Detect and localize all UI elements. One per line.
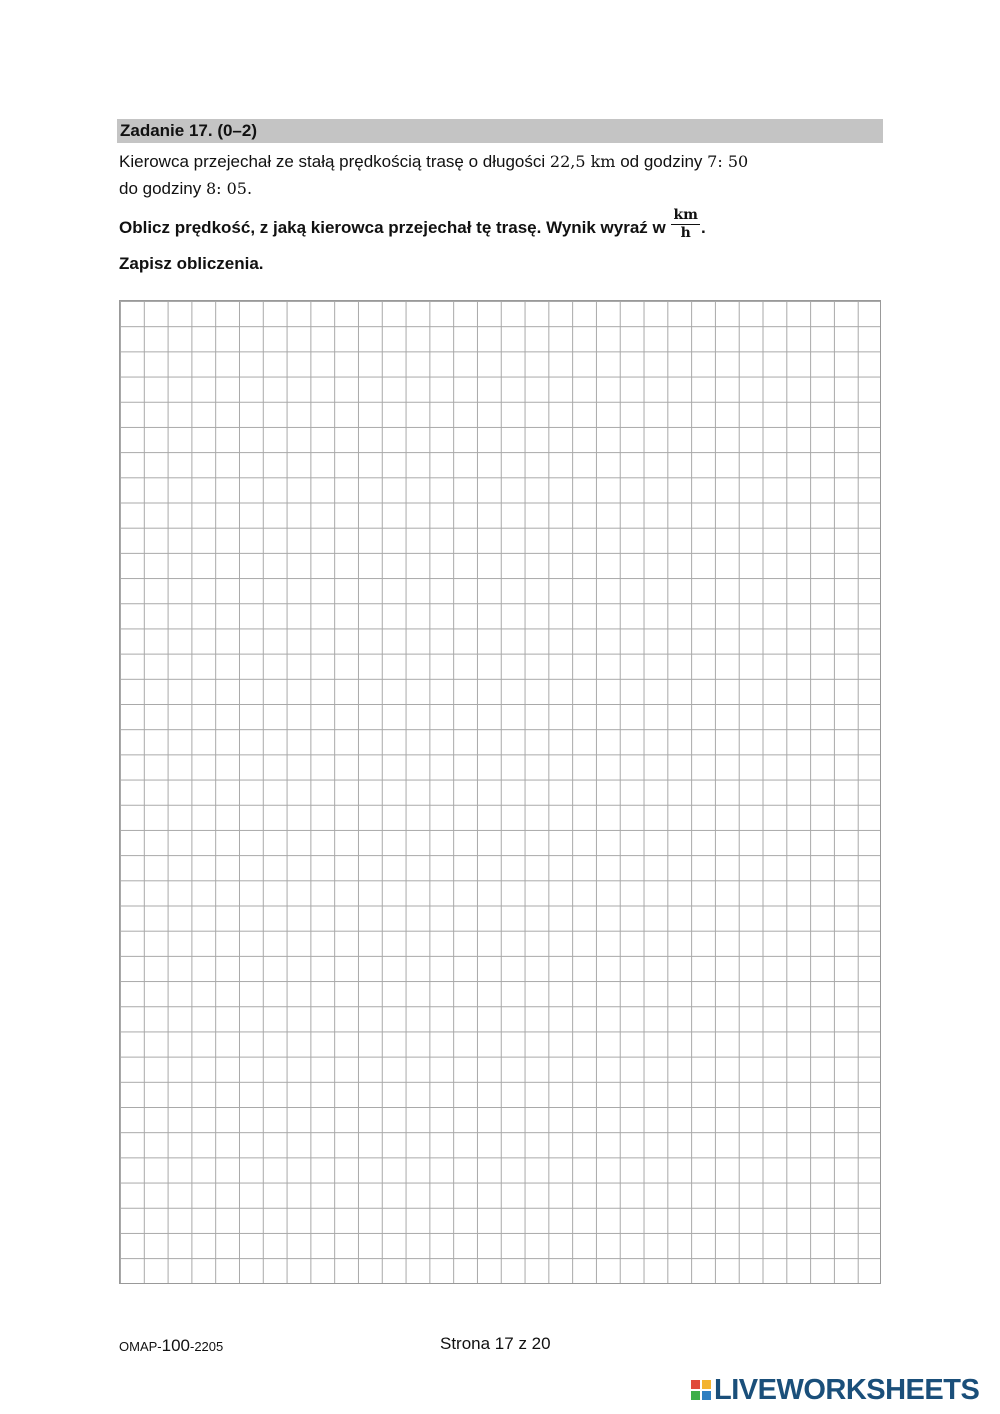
task-text-end: . bbox=[246, 179, 253, 198]
instruction bbox=[119, 207, 879, 245]
task-text-part2: od godziny bbox=[615, 152, 708, 171]
instruction-calculations: Zapisz obliczenia. bbox=[119, 254, 264, 273]
answer-grid[interactable] bbox=[119, 300, 881, 1284]
exam-code-middle: 100 bbox=[161, 1336, 190, 1355]
unit-numerator: km bbox=[673, 207, 698, 223]
unit-fraction bbox=[671, 208, 700, 241]
task-text-part1: Kierowca przejechał ze stałą prędkością trasę o długości bbox=[119, 152, 550, 171]
liveworksheets-logo bbox=[691, 1374, 979, 1406]
time-end-value: 8: 05 bbox=[205, 179, 247, 198]
exam-code-prefix: OMAP- bbox=[119, 1339, 162, 1354]
time-start-value: 7: 50 bbox=[707, 152, 749, 171]
logo-square-3 bbox=[691, 1391, 700, 1400]
exam-code-suffix: -2205 bbox=[190, 1339, 224, 1354]
instruction-text: Oblicz prędkość, z jaką kierowca przejechał tę trasę. Wynik wyraź w bbox=[119, 217, 671, 237]
distance-value: 22,5 km bbox=[549, 152, 616, 171]
exam-code bbox=[119, 1336, 223, 1356]
unit-denominator: h bbox=[680, 225, 691, 241]
logo-square-4 bbox=[702, 1391, 711, 1400]
liveworksheets-logo-icon bbox=[691, 1380, 711, 1400]
page-number: Strona 17 z 20 bbox=[440, 1334, 551, 1353]
task-text bbox=[119, 148, 879, 202]
task-text-part3: do godziny bbox=[119, 179, 206, 198]
logo-square-1 bbox=[691, 1380, 700, 1389]
instruction-end: . bbox=[701, 217, 706, 237]
task-header: Zadanie 17. (0–2) bbox=[117, 119, 883, 143]
logo-square-2 bbox=[702, 1380, 711, 1389]
liveworksheets-logo-text: LIVEWORKSHEETS bbox=[714, 1373, 980, 1406]
